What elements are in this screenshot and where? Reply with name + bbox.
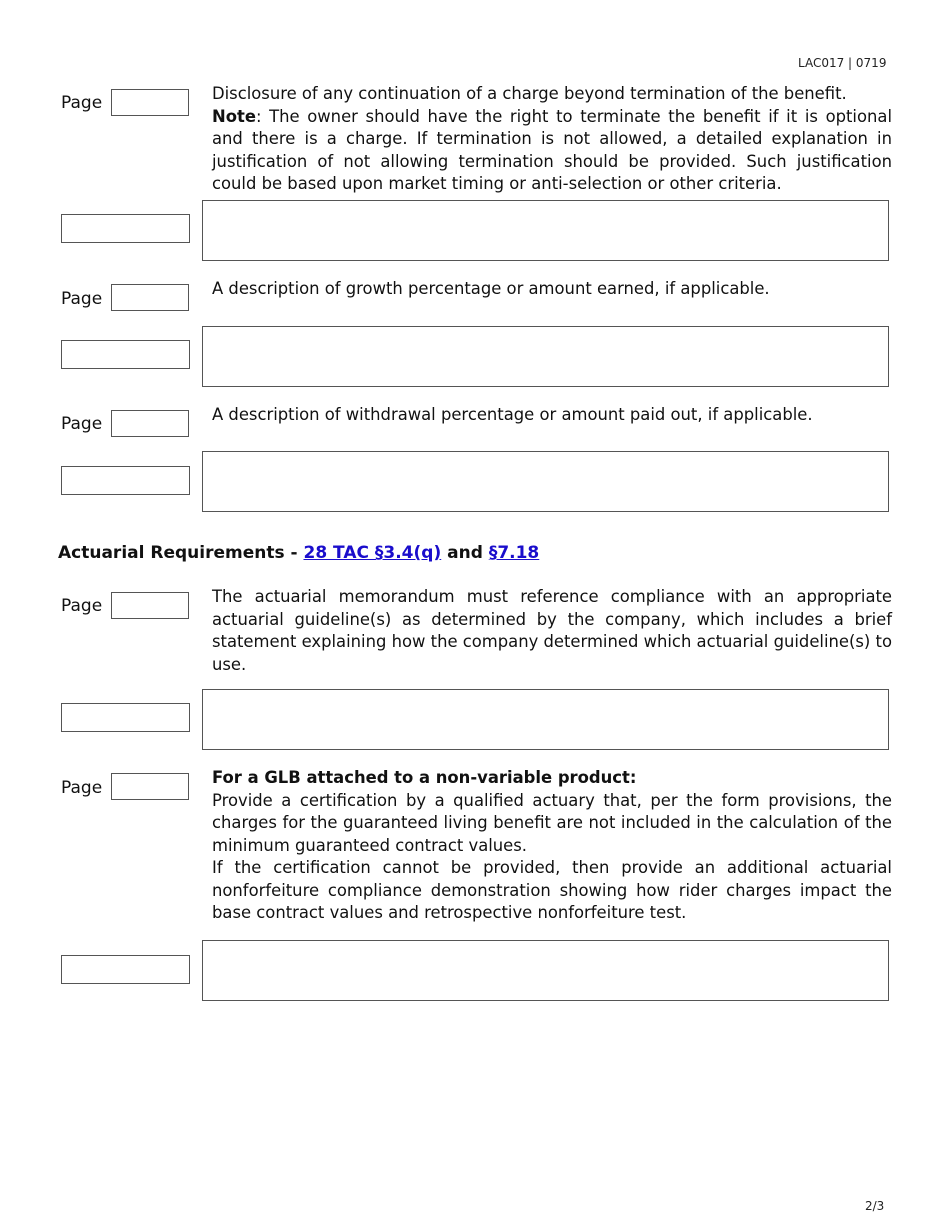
- form-id: LAC017 | 0719: [798, 56, 887, 70]
- response-code-input[interactable]: [61, 214, 190, 243]
- item-text: A description of withdrawal percentage or amount paid out, if applicable.: [212, 405, 813, 424]
- item-text: A description of growth percentage or amount earned, if applicable.: [212, 279, 770, 298]
- response-textarea[interactable]: [202, 200, 889, 261]
- tac-7-18-link[interactable]: §7.18: [488, 543, 540, 563]
- item-heading: For a GLB attached to a non-variable product:: [212, 768, 637, 787]
- response-code-input[interactable]: [61, 955, 190, 984]
- item-description: [212, 83, 892, 196]
- item-text: If the certification cannot be provided, then provide an additional actuarial nonforfeiture compliance demonstration showing how rider charges impact the base contract values and retrospective nonforfeiture test.: [212, 858, 892, 922]
- item-text: Disclosure of any continuation of a charge beyond termination of the benefit.: [212, 84, 847, 103]
- page-number-input[interactable]: [111, 284, 189, 311]
- section-title: Actuarial Requirements -: [58, 543, 304, 563]
- page-number-input[interactable]: [111, 410, 189, 437]
- note-label: Note: [212, 106, 256, 126]
- response-code-input[interactable]: [61, 466, 190, 495]
- page-label: Page: [61, 596, 103, 616]
- item-text: Provide a certification by a qualified actuary that, per the form provisions, the charges for the guaranteed living benefit are not included in the calculation of the minimum guaranteed contract values.: [212, 790, 892, 855]
- item-description: [212, 767, 892, 925]
- response-textarea[interactable]: [202, 940, 889, 1001]
- page-number: 2/3: [865, 1199, 885, 1213]
- page-label: Page: [61, 778, 103, 798]
- page-label: Page: [61, 414, 103, 434]
- page-number-input[interactable]: [111, 89, 189, 116]
- section-heading: [58, 543, 539, 563]
- tac-3-4-q-link[interactable]: 28 TAC §3.4(q): [303, 543, 442, 563]
- page-number-input[interactable]: [111, 592, 189, 619]
- page-label: Page: [61, 289, 103, 309]
- page-label: Page: [61, 93, 103, 113]
- item-text: The actuarial memorandum must reference compliance with an appropriate actuarial guideline(s) as determined by the company, which includes a brief statement explaining how the company determined which actuarial guideline(s) to use.: [212, 587, 892, 674]
- response-code-input[interactable]: [61, 340, 190, 369]
- note-text: : The owner should have the right to terminate the benefit if it is optional and there is a charge. If termination is not allowed, a detailed explanation in justification of not allowing termination should be provided. Such justification could be based upon market timing or anti-selection or other criteria.: [212, 106, 892, 193]
- response-textarea[interactable]: [202, 689, 889, 750]
- response-code-input[interactable]: [61, 703, 190, 732]
- page-number-input[interactable]: [111, 773, 189, 800]
- response-textarea[interactable]: [202, 451, 889, 512]
- section-and: and: [441, 543, 489, 563]
- response-textarea[interactable]: [202, 326, 889, 387]
